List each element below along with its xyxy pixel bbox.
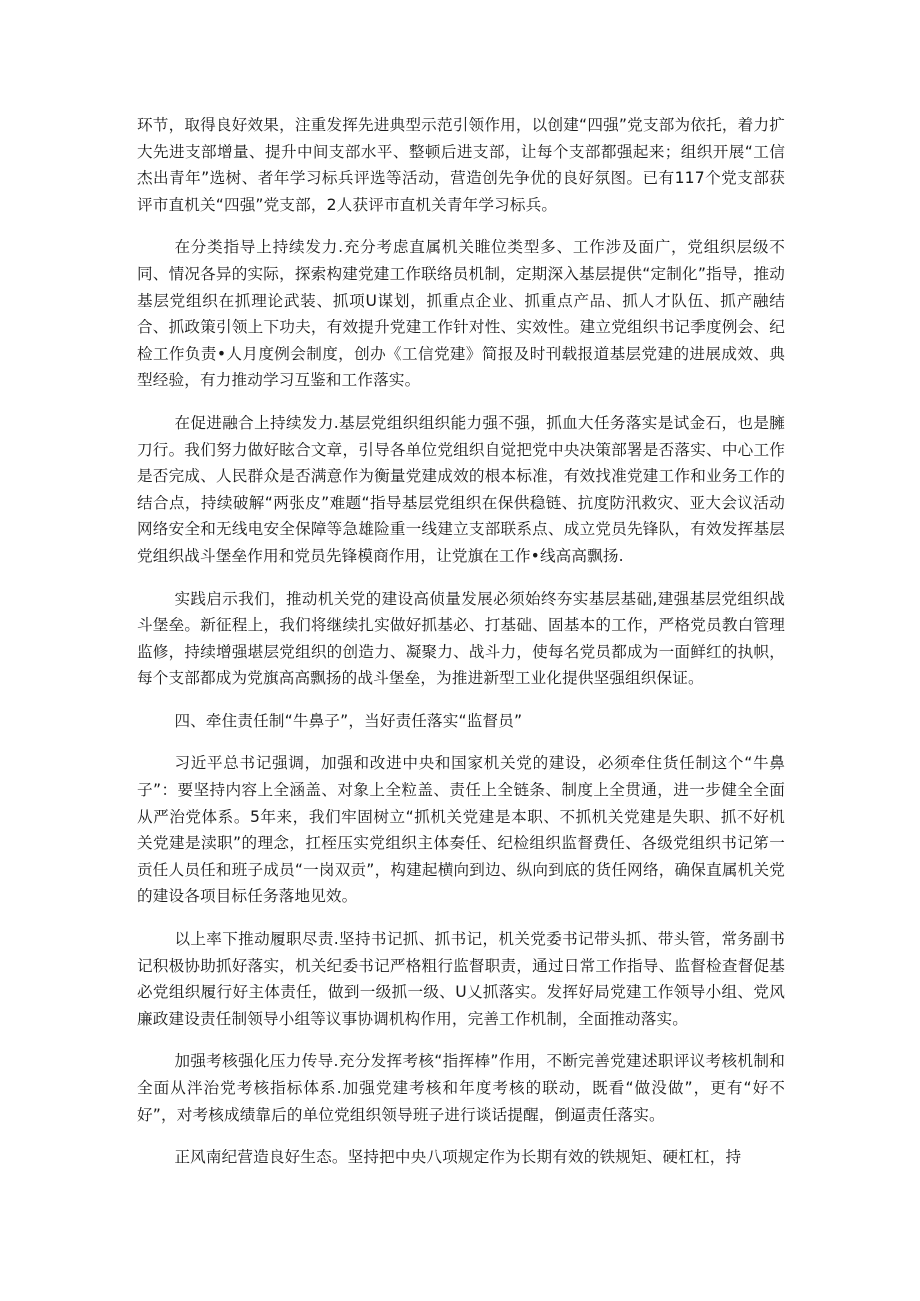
paragraph-7: 加强考核强化压力传导.充分发挥考核“指挥棒”作用，不断完善党建述职评议考核机制和全面从泮治党考核指标体系.加强党建考核和年度考核的联动，既看“做没做”，更有“好不好”，对考核成绩靠后的单位党组织领导班子进行谈话提醒，倒逼责任落实。 <box>137 1052 785 1124</box>
paragraph-5: 习近平总书记强调，加强和改进中央和国家机关党的建设，必须牵住货任制这个“牛鼻子”：要坚持内容上全涵盖、对象上全粒盖、责任上全链条、制度上全贯通，进一步健全全面从严治党体系。5年来，我们牢固树立“抓机关党建是本职、不抓机关党建是失职、抓不好机关党建是渎职”的理念，扛桎压实党组织主体奏任、纪检组织监督费任、各级党组织书记笫一贡任人员任和班子成员“一岗双贡”，构建起横向到边、纵向到底的货任网络，确保直属机关党的建设各项目标任务落地见效。 <box>137 754 785 906</box>
paragraph-8: 正风南纪营造良好生态。坚持把中央八项规定作为长期有效的铁规矩、硬杠杠，持 <box>174 1148 742 1167</box>
paragraph-1: 环节，取得良好效果，注重发挥先进典型示范引领作用，以创建“四强”党支部为依托，着力扩大先进支部增量、提升中间支部水平、整顿后进支部，让每个支部都强起来；组织开展“工信杰出青年”选树、者年学习标兵评选等活动，营造创先争优的良好氛图。已有117个党支部获评市直机关“四强”党支部，2人获评市直机关青年学习标兵。 <box>137 116 785 214</box>
paragraph-2: 在分类指导上持续发力.充分考虑直属机关睢位类型多、工作涉及面广，党组织层级不同、情况各异的实际，探索构建党建工作联络员机制，定期深入基层提供“定制化”指导，推动基层党组织在抓理论武装、抓项U谋划，抓重点企业、抓重点产品、抓人才队伍、抓产融结合、抓政策引领上下功夫，有效提升党建工作针对性、实效性。建立党组织书记季度例会、纪检工作负责•人月度例会制度，创办《工信党建》简报及时刊载报道基层党建的进展成效、典型经验，有力推动学习互鉴和工作落实。 <box>137 238 785 390</box>
paragraph-6: 以上率下推动履职尽责.坚持书记抓、抓书记，机关党委书记带头抓、带头管，常务副书记积极协助抓好落实，机关纪委书记严格粗行监督职责，通过日常工作指导、监督检查督促基必党组织履行好主体责任，做到一级抓一级、U乂抓落实。发挥好局党建工作领导小组、党风廉政建设责任制领导小组等议事协调机构作用，完善工作机制，全面推动落实。 <box>137 930 785 1028</box>
paragraph-3: 在促进融合上持续发力.基层党组织组织能力强不强，抓血大任务落实是试金石，也是臃刀行。我们努力做好眩合文章，引导各单位党组织自觉把党中央决策部署是否落实、中心工作是否完成、人民群众是否满意作为衡量党建成效的根本标准，有效找准党建工作和业务工作的结合点，持续破解“两张皮”难题“指导基层党组织在保供稳链、抗度防汛救灾、亚大会议活动网络安全和无线电安全保障等急雄险重一线建立支部联系点、成立党员先锋队，有效发挥基层党组织战斗堡垒作用和党员先锋模商作用，让党旗在工作•线高高飘扬. <box>137 413 785 565</box>
document-body <box>137 112 785 1187</box>
paragraph-4: 实践启示我们，推动机关党的建设高侦量发展必须始终夯实基层基础,建强基层党组织战斗堡垒。新征程上，我们将继续扎实做好抓基必、打基础、固基本的工作，严格党员教白管理监修，持续增强堪层党组织的创造力、凝聚力、战斗力，使每名党员都成为一面鲜红的执帜，每个支部都成为党旗高高飘扬的战斗堡垒，为推进新型工业化提供坚强组织保证。 <box>137 589 785 688</box>
section-heading: 四、牵住责任制“牛鼻子”，当好责任落实“监督员” <box>174 711 523 730</box>
